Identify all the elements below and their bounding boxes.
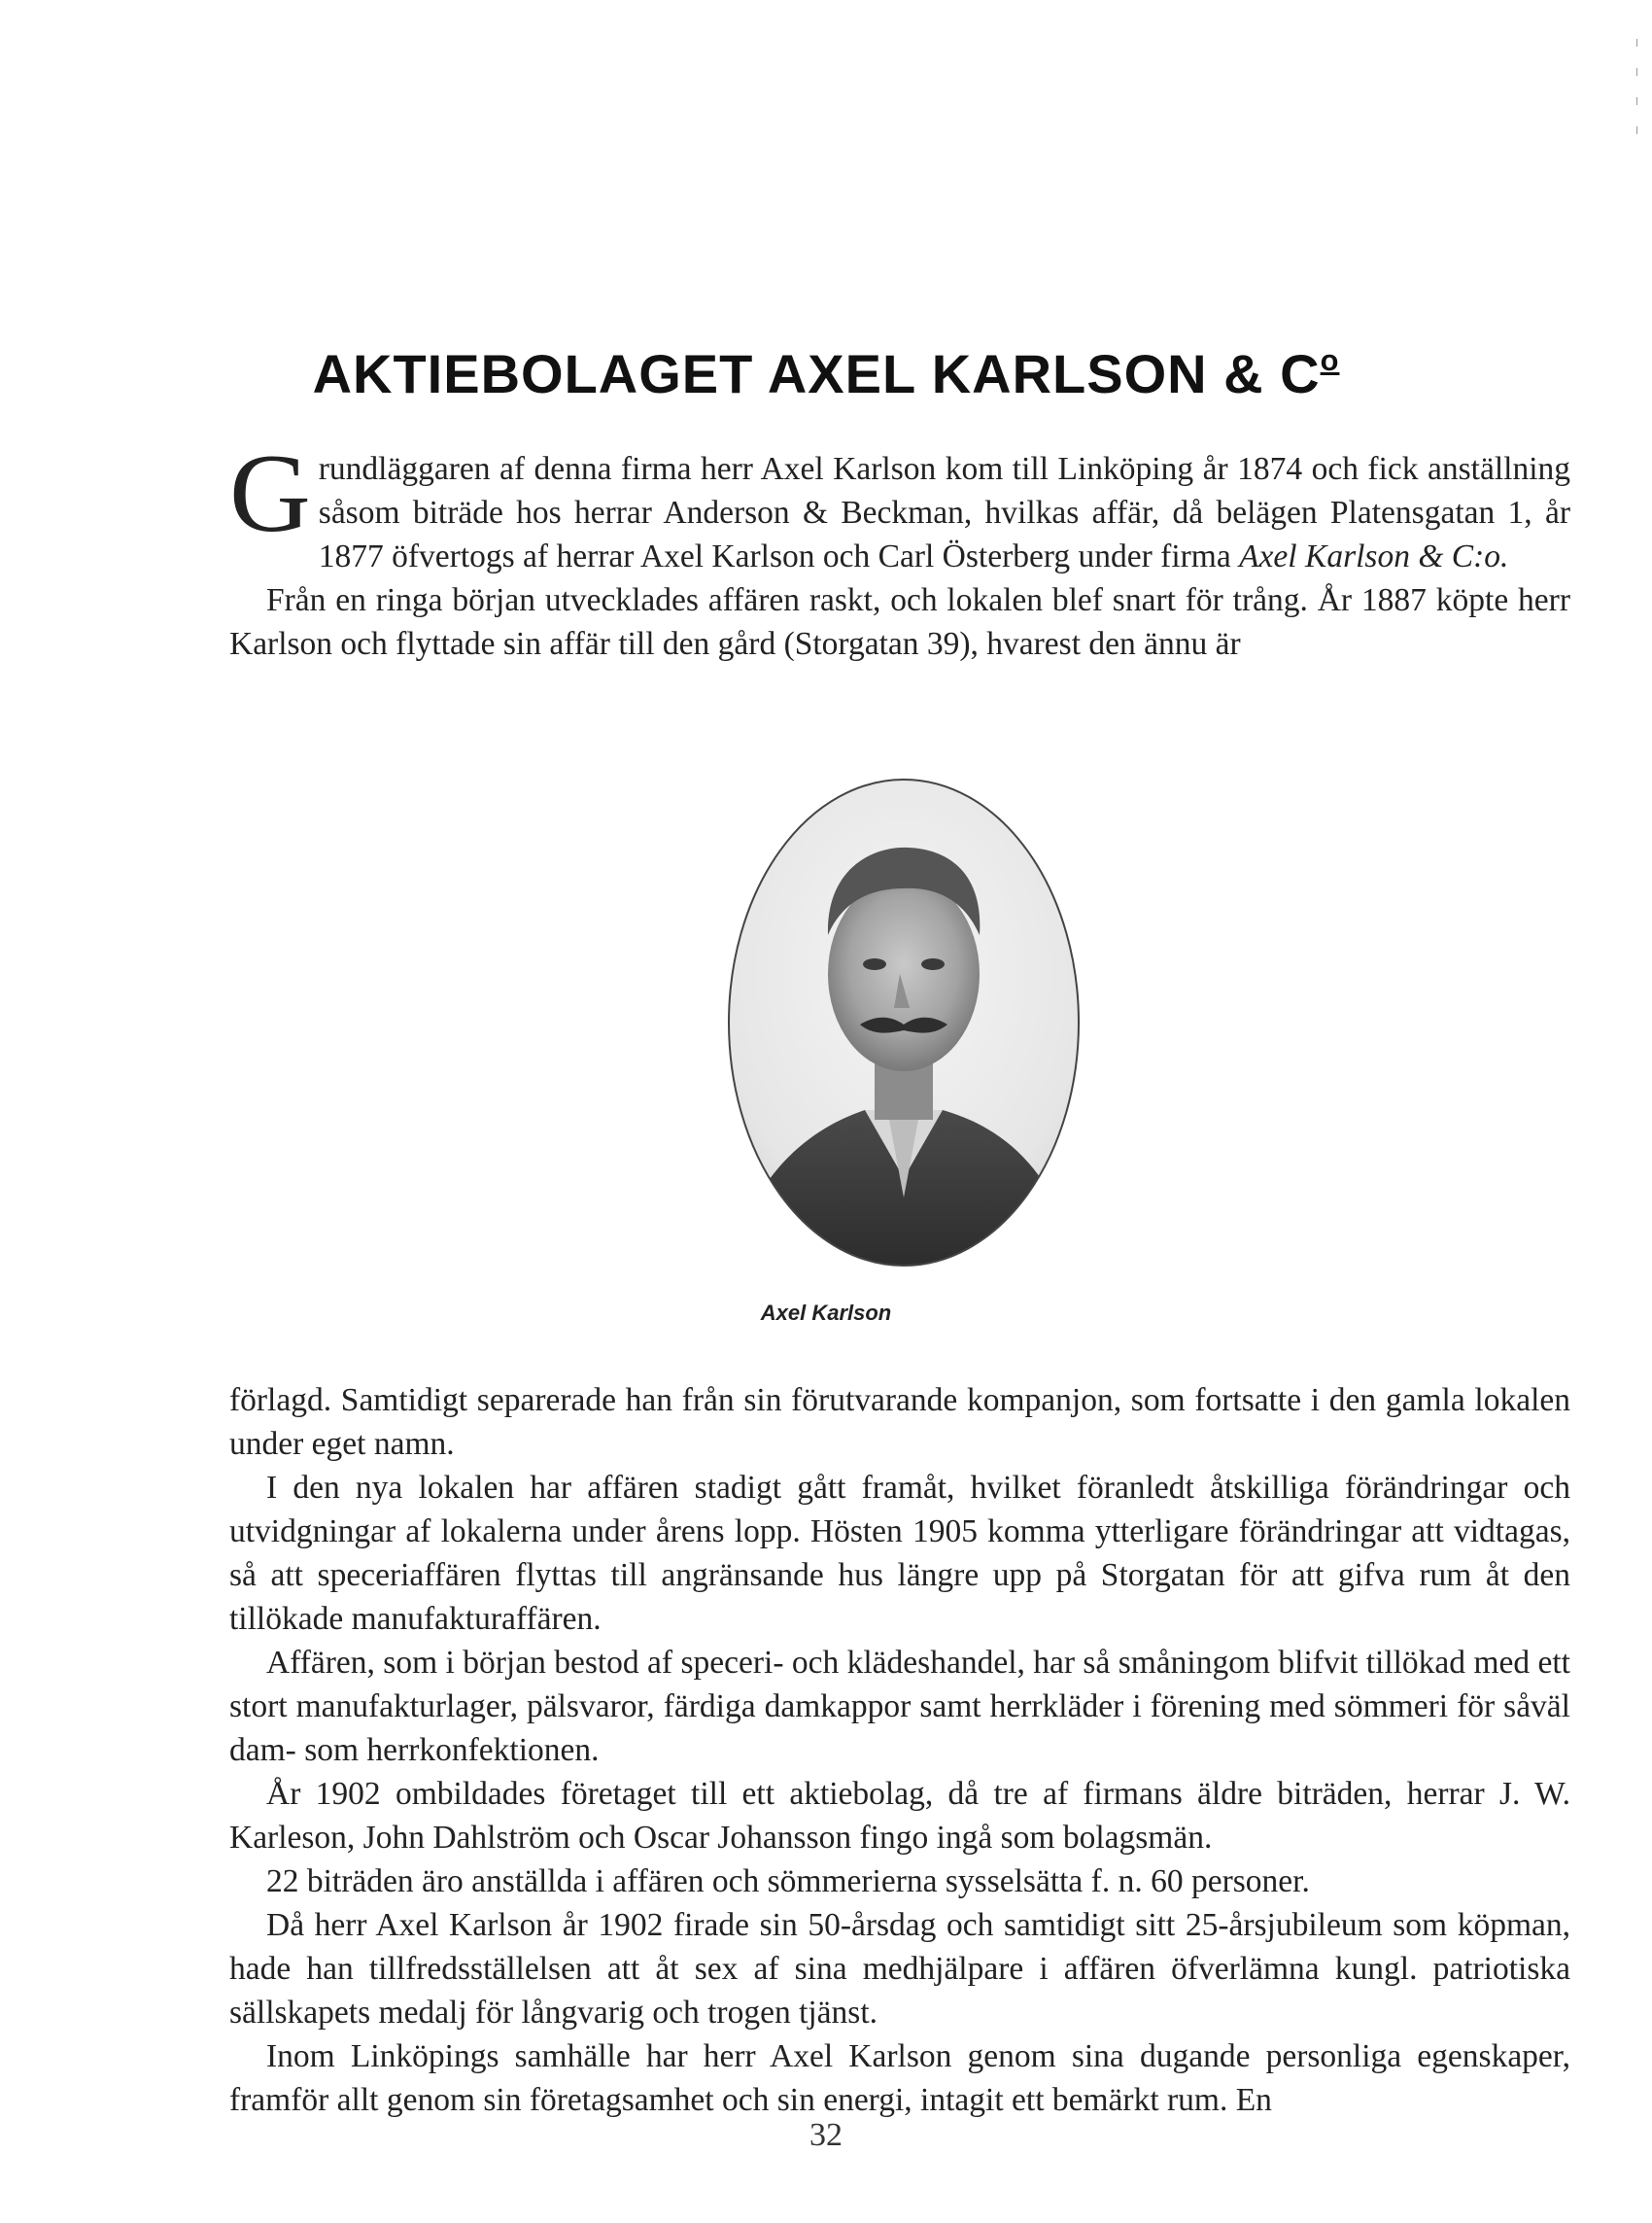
scan-edge-marks [1635, 29, 1639, 146]
paragraph-2-continued: förlagd. Samtidigt separerade han från sin förutvarande kompanjon, som fortsatte i den gamla lokalen under eget namn. [229, 1382, 1570, 1462]
portrait-oval-icon [719, 770, 1088, 1275]
drop-cap: G [229, 432, 311, 556]
paragraph-8: Inom Linköpings samhälle har herr Axel Karlson genom sina dugande personliga egenskaper, framför allt genom sin företagsamhet och sin energi, intagit ett bemärkt rum. En [229, 2038, 1570, 2118]
paragraph-5: År 1902 ombildades företaget till ett aktiebolag, då tre af firmans äldre biträden, herrar J. W. Karleson, John Dahlström och Oscar Johansson fingo ingå som bolagsmän. [229, 1776, 1570, 1856]
title-superscript: o [1320, 342, 1340, 377]
paragraph-3: I den nya lokalen har affären stadigt gått framåt, hvilket föranledt åtskilliga förändringar och utvidgningar af lokalerna under årens lopp. Hösten 1905 komma ytterligare förändringar att vidtagas, så att speceriaffären flyttas till angränsande hus längre upp på Storgatan för att gifva rum åt den tillökade manufakturaffären. [229, 1470, 1570, 1637]
paragraph-4: Affären, som i början bestod af speceri- och klädeshandel, har så småningom blifvit tillökad med ett stort manufakturlager, pälsvaror, färdiga damkappor samt herrkläder i förening med sömmeri för såväl dam- som herrkonfektionen. [229, 1645, 1570, 1768]
portrait-caption: Axel Karlson [760, 1301, 892, 1325]
body-text-top [229, 432, 1570, 666]
paragraph-1-text: rundläggaren af denna firma herr Axel Karlson kom till Linköping år 1874 och fick anställning såsom biträde hos herrar Anderson & Beckman, hvilkas affär, då belägen Platensgatan 1, år 1877 öfvertogs af herrar Axel Karlson och Carl Österberg under firma [318, 451, 1570, 574]
firm-name: Axel Karlson & C:o. [1239, 538, 1509, 574]
title-text: AKTIEBOLAGET AXEL KARLSON & C [312, 343, 1321, 404]
paragraph-7: Då herr Axel Karlson år 1902 firade sin 50-årsdag och samtidigt sitt 25-årsjubileum som köpman, hade han tillfredsställelsen att åt sex af sina medhjälpare i affären öfverlämna kungl. patriotiska sällskapets medalj för långvarig och trogen tjänst. [229, 1907, 1570, 2031]
paragraph-1 [229, 432, 1570, 578]
paragraph-6: 22 biträden äro anställda i affären och sömmerierna sysselsätta f. n. 60 personer. [266, 1863, 1310, 1899]
paragraph-2: Från en ringa början utvecklades affären raskt, och lokalen blef snart för trång. År 1887 köpte herr Karlson och flyttade sin affär till den gård (Storgatan 39), hvarest den ännu är [229, 582, 1570, 662]
portrait-figure [719, 770, 1088, 1275]
body-text-bottom [229, 1378, 1570, 2122]
page-number: 32 [809, 2117, 843, 2153]
page-title [0, 342, 1652, 405]
